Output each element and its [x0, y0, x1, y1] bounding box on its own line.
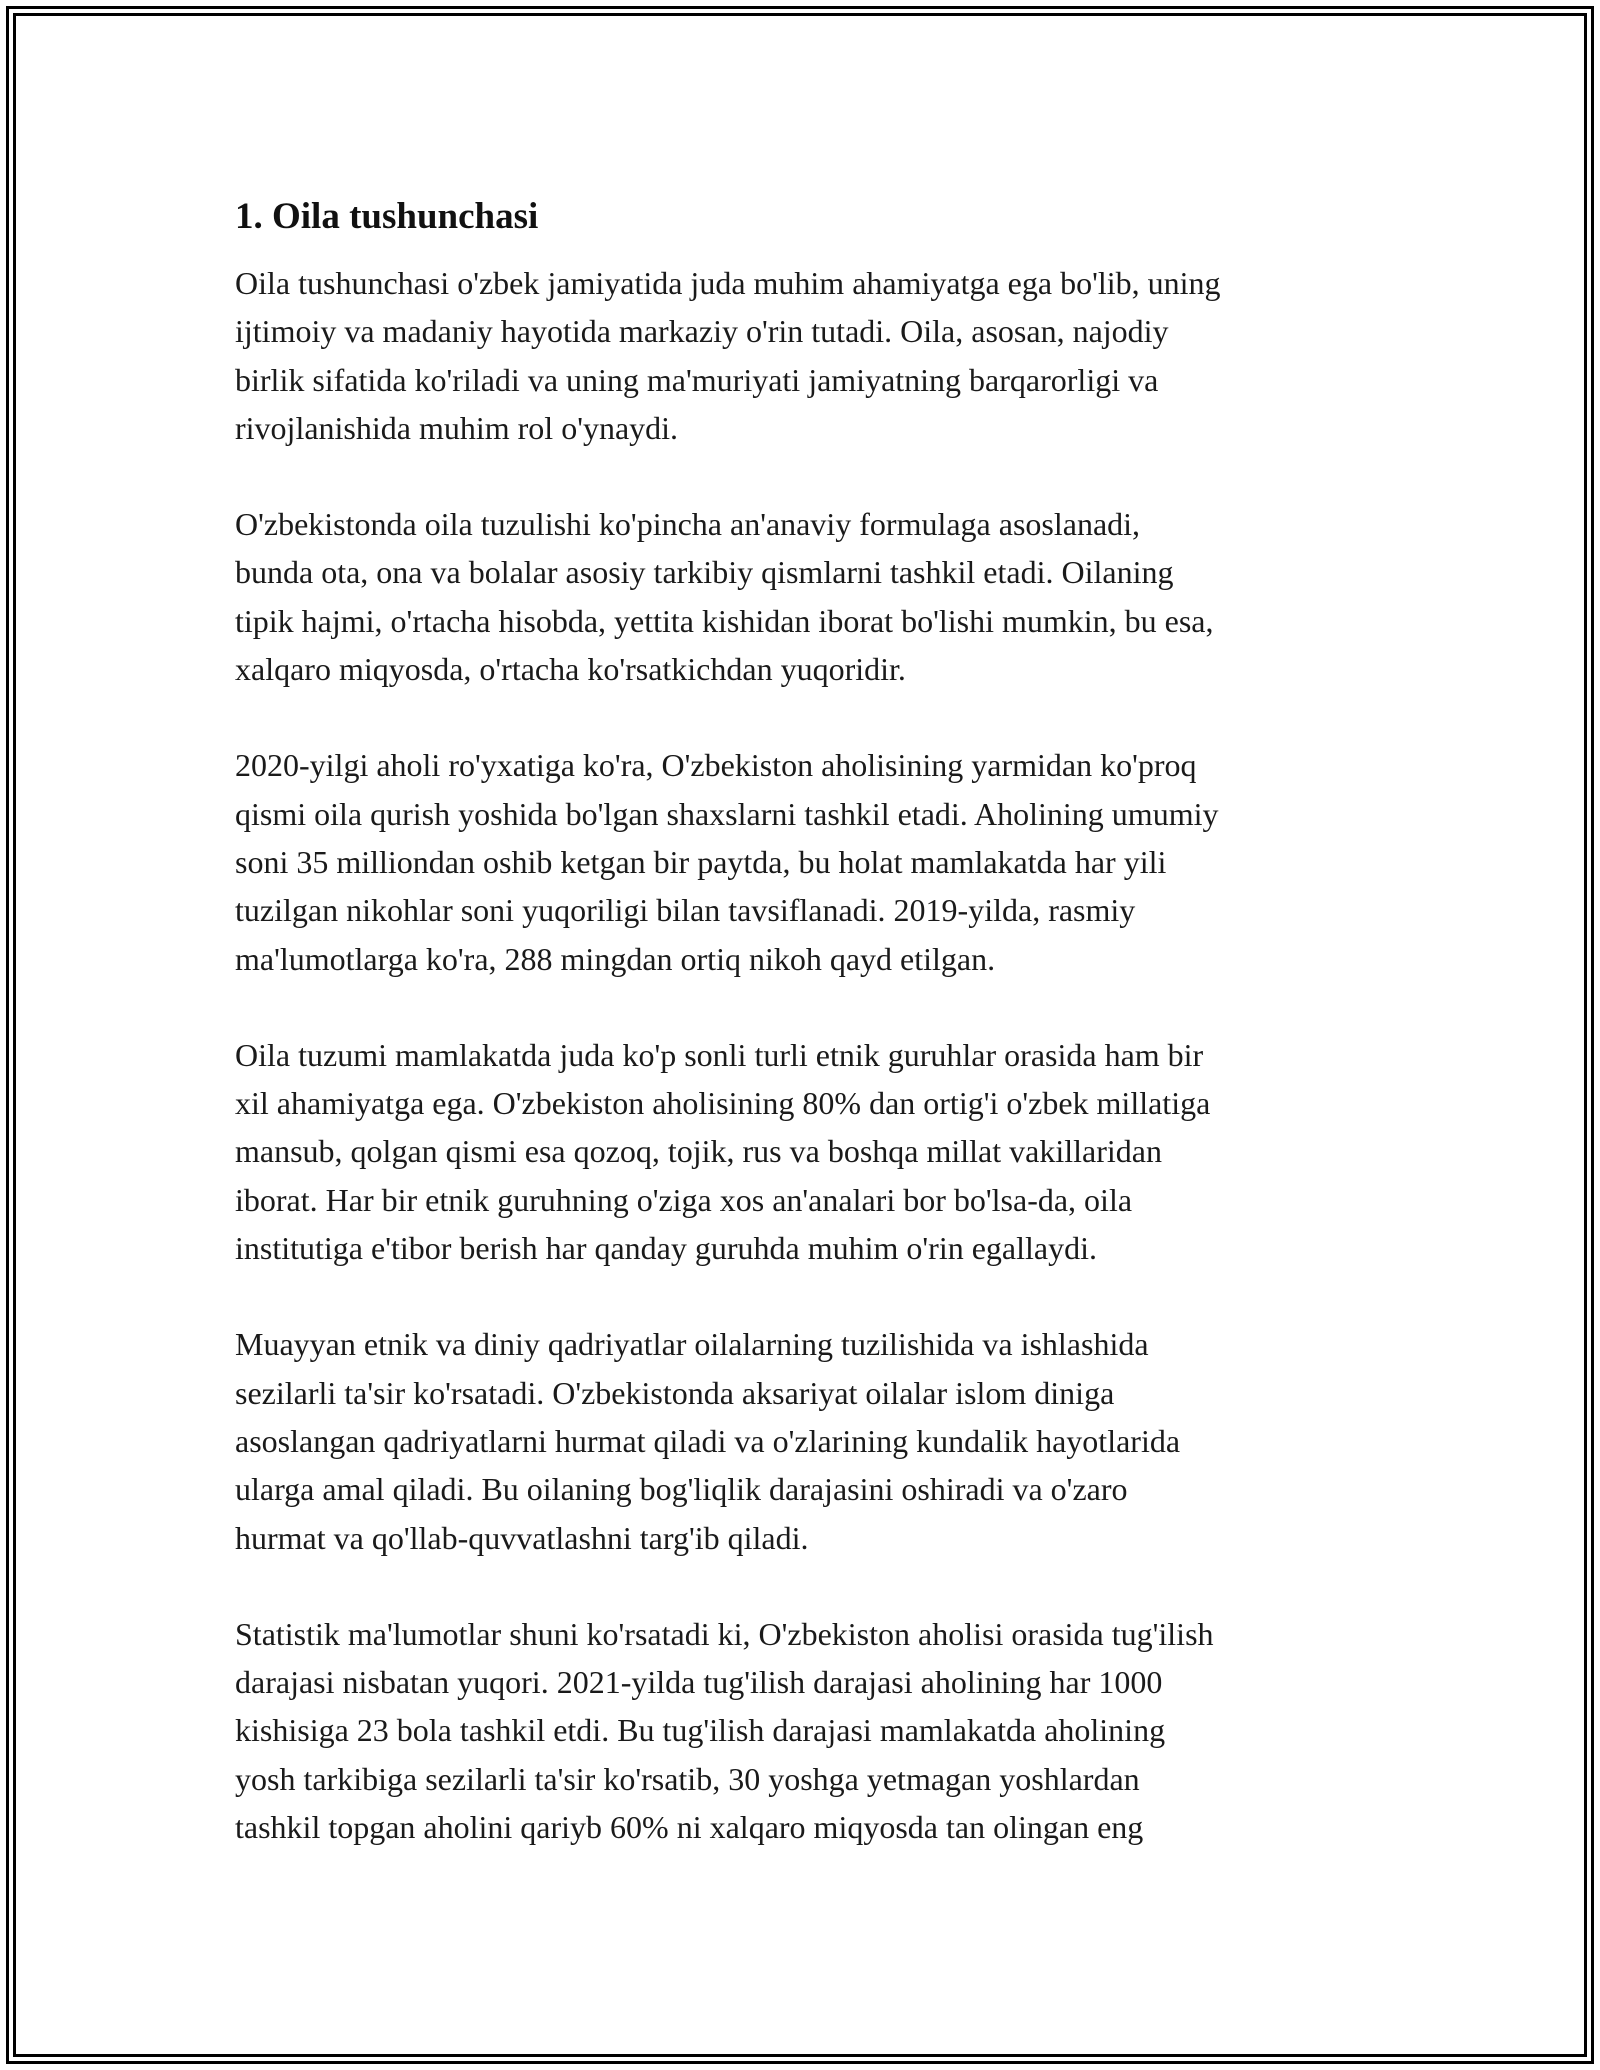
text-line: asoslangan qadriyatlarni hurmat qiladi va o'zlarining kundalik hayotlarida: [235, 1422, 1181, 1459]
document-body: [235, 180, 1385, 1899]
text-line: bunda ota, ona va bolalar asosiy tarkibiy qismlarni tashkil etadi. Oilaning: [235, 554, 1174, 591]
text-line: qismi oila qurish yoshida bo'lgan shaxslarni tashkil etadi. Aholining umumiy: [235, 795, 1219, 832]
text-line: Statistik ma'lumotlar shuni ko'rsatadi ki, O'zbekiston aholisi orasida tug'ilish: [235, 1615, 1214, 1652]
text-line: yosh tarkibiga sezilarli ta'sir ko'rsatib, 30 yoshga yetmagan yoshlardan: [235, 1760, 1140, 1797]
text-line: hurmat va qo'llab-quvvatlashni targ'ib qiladi.: [235, 1519, 809, 1556]
text-line: xalqaro miqyosda, o'rtacha ko'rsatkichdan yuqoridir.: [235, 651, 906, 688]
paragraph-3: [235, 741, 1385, 982]
text-line: xil ahamiyatga ega. O'zbekiston aholisining 80% dan ortig'i o'zbek millatiga: [235, 1085, 1211, 1122]
text-line: tashkil topgan aholini qariyb 60% ni xalqaro miqyosda tan olingan eng: [235, 1809, 1144, 1846]
text-line: iborat. Har bir etnik guruhning o'ziga xos an'analari bor bo'lsa-da, oila: [235, 1181, 1133, 1218]
text-line: kishisiga 23 bola tashkil etdi. Bu tug'ilish darajasi mamlakatda aholining: [235, 1712, 1166, 1749]
paragraph-1: [235, 259, 1385, 452]
text-line: ularga amal qiladi. Bu oilaning bog'liqlik darajasini oshiradi va o'zaro: [235, 1471, 1128, 1508]
text-line: soni 35 milliondan oshib ketgan bir paytda, bu holat mamlakatda har yili: [235, 843, 1167, 880]
text-line: sezilarli ta'sir ko'rsatadi. O'zbekistonda aksariyat oilalar islom diniga: [235, 1374, 1115, 1411]
text-line: O'zbekistonda oila tuzulishi ko'pincha an'anaviy formulaga asoslanadi,: [235, 506, 1141, 543]
paragraph-4: [235, 1031, 1385, 1272]
text-line: ijtimoiy va madaniy hayotida markaziy o'rin tutadi. Oila, asosan, najodiy: [235, 313, 1169, 350]
text-line: institutiga e'tibor berish har qanday guruhda muhim o'rin egallaydi.: [235, 1230, 1097, 1267]
paragraph-5: [235, 1320, 1385, 1561]
paragraph-2: [235, 500, 1385, 693]
text-line: ma'lumotlarga ko'ra, 288 mingdan ortiq nikoh qayd etilgan.: [235, 940, 996, 977]
text-line: Oila tuzumi mamlakatda juda ko'p sonli turli etnik guruhlar orasida ham bir: [235, 1036, 1204, 1073]
text-line: 2020-yilgi aholi ro'yxatiga ko'ra, O'zbekiston aholisining yarmidan ko'proq: [235, 747, 1197, 784]
text-line: rivojlanishida muhim rol o'ynaydi.: [235, 409, 679, 446]
text-line: tipik hajmi, o'rtacha hisobda, yettita kishidan iborat bo'lishi mumkin, bu esa,: [235, 602, 1214, 639]
text-line: Oila tushunchasi o'zbek jamiyatida juda muhim ahamiyatga ega bo'lib, uning: [235, 265, 1221, 301]
section-heading: 1. Oila tushunchasi: [235, 196, 539, 237]
text-line: tuzilgan nikohlar soni yuqoriligi bilan tavsiflanadi. 2019-yilda, rasmiy: [235, 892, 1136, 929]
text-line: darajasi nisbatan yuqori. 2021-yilda tug'ilish darajasi aholining har 1000: [235, 1664, 1163, 1701]
text-line: Muayyan etnik va diniy qadriyatlar oilalarning tuzilishida va ishlashida: [235, 1326, 1149, 1363]
text-line: mansub, qolgan qismi esa qozoq, tojik, rus va boshqa millat vakillaridan: [235, 1133, 1162, 1170]
text-line: birlik sifatida ko'riladi va uning ma'muriyati jamiyatning barqarorligi va: [235, 361, 1159, 398]
paragraph-6: [235, 1610, 1385, 1851]
